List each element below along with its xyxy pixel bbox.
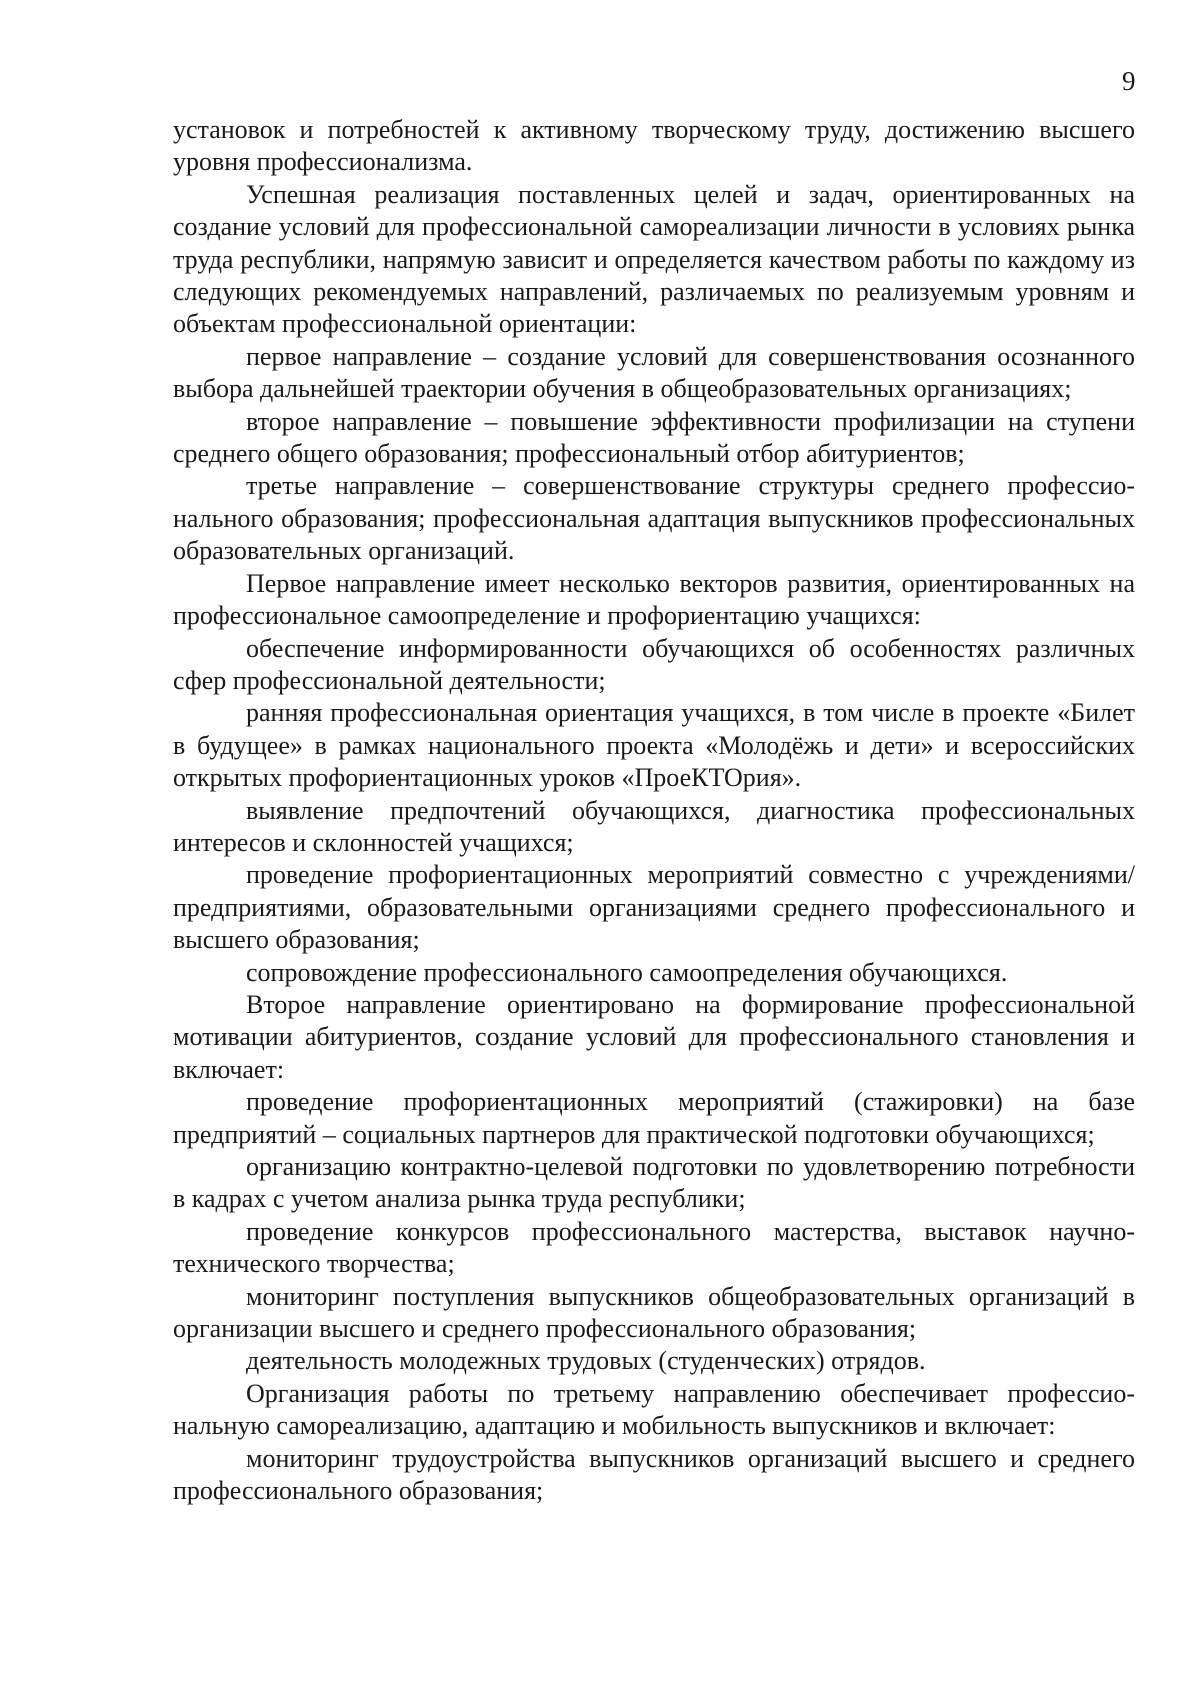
paragraph-third-direction: Организация работы по третьему направлению обеспечивает профессиональную самореализацию, адаптацию и мобильность выпускников и включает: bbox=[173, 1378, 1135, 1441]
paragraph-direction-1: первое направление – создание условий для совершенствования осознанного выбора дальнейшей траектории обучения в общеобразовательных организациях; bbox=[173, 341, 1135, 404]
list-item: организацию контрактно-целевой подготовки по удовлетворению потребности в кадрах с учетом анализа рынка труда республики; bbox=[173, 1152, 1135, 1214]
list-item: проведение профориентационных мероприятий (стажировки) на базе предприятий – социальных партнеров для практической подготовки обучающихся; bbox=[173, 1087, 1135, 1149]
list-item: деятельность молодежных трудовых (студенческих) отрядов. bbox=[246, 1346, 926, 1376]
document-body bbox=[173, 114, 1135, 1507]
list-item: сопровождение профессионального самоопределения обучающихся. bbox=[246, 957, 1008, 987]
paragraph-first-direction: Первое направление имеет несколько векторов развития, ориентированных на профессиональное самоопределение и профориентацию учащихся: bbox=[173, 568, 1135, 631]
paragraph-intro: Успешная реализация поставленных целей и задач, ориентированных на создание условий для профессиональной самореализации личности в условиях рынка труда республики, напрямую зависит и определяется качеством работы по каждому из следующих рекомендуемых направлений, различаемых по реализуемым уровням и объектам профессиональной ориентации: bbox=[173, 179, 1135, 339]
list-item: ранняя профессиональная ориентация учащихся, в том числе в проекте «Билет в будущее» в рамках национального проекта «Молодёжь и дети» и всероссийских открытых профориентационных уроков «ПроеКТОрия». bbox=[173, 698, 1135, 793]
paragraph-continuation: установок и потребностей к активному творческому труду, достижению высшего уровня профессионализма. bbox=[173, 115, 1135, 177]
list-item: проведение профориентационных мероприятий совместно с учреждениями/предприятиями, образовательными организациями среднего профессионального и высшего образования; bbox=[173, 860, 1135, 955]
paragraph-direction-3: третье направление – совершенствование структуры среднего профессионального образования; профессиональная адаптация выпускников профессиональных образовательных организаций. bbox=[173, 471, 1135, 566]
paragraph-second-direction: Второе направление ориентировано на формирование профессиональной мотивации абитуриентов, создание условий для профессионального становления и включает: bbox=[173, 989, 1135, 1084]
list-item: мониторинг поступления выпускников общеобразовательных организаций в организации высшего и среднего профессионального образования; bbox=[173, 1281, 1135, 1344]
list-item: мониторинг трудоустройства выпускников организаций высшего и среднего профессионального образования; bbox=[173, 1443, 1135, 1506]
page-number: 9 bbox=[1122, 66, 1136, 96]
list-item: выявление предпочтений обучающихся, диагностика профессиональных интересов и склонностей учащихся; bbox=[173, 795, 1135, 857]
paragraph-direction-2: второе направление – повышение эффективности профилизации на ступени среднего общего образования; профессиональный отбор абитуриентов; bbox=[173, 406, 1135, 469]
list-item: обеспечение информированности обучающихся об особенностях различных сфер профессиональной деятельности; bbox=[173, 633, 1135, 695]
list-item: проведение конкурсов профессионального мастерства, выставок научно-технического творчества; bbox=[173, 1216, 1135, 1279]
